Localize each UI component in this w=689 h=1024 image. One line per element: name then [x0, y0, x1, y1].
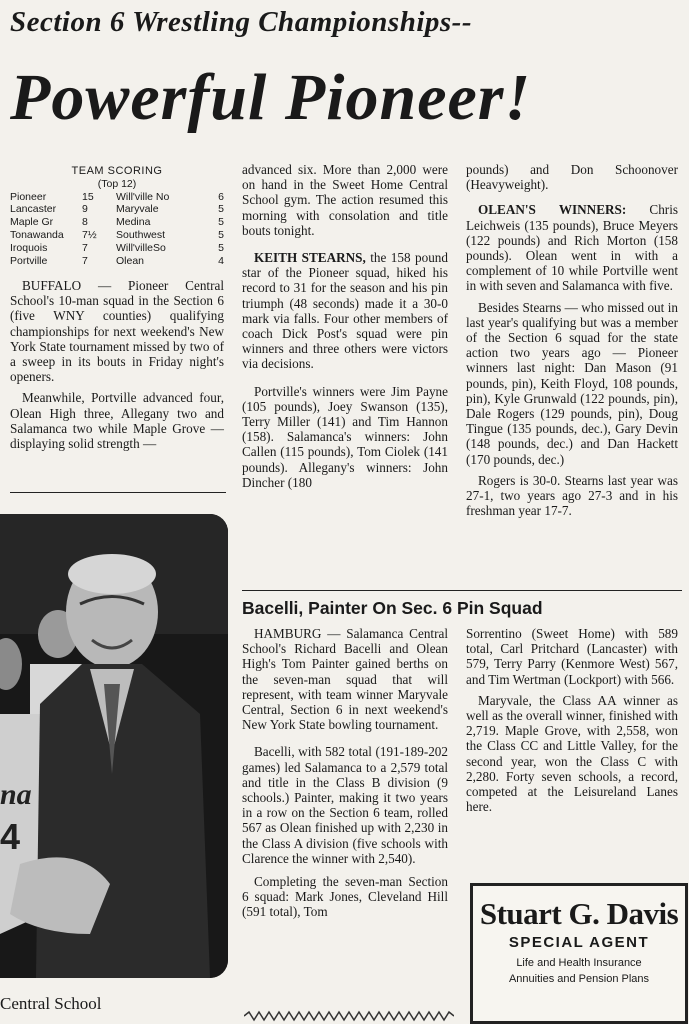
team-score: 5	[218, 228, 224, 241]
team-scoring-row	[10, 191, 224, 204]
team-scoring-subtitle: (Top 12)	[97, 177, 137, 190]
team-scoring-row	[10, 229, 224, 242]
team-name: Will'villeSo	[116, 241, 166, 254]
team-name: Maryvale	[116, 203, 159, 216]
team-score: 8	[82, 216, 88, 229]
photo-caption: Central School	[0, 994, 102, 1013]
team-score: 7	[82, 254, 88, 267]
article-paragraph: advanced six. More than 2,000 were on hand in the Sweet Home Central School gym. The action resumed this morning with consolation and title bouts tonight.	[242, 162, 448, 238]
article-paragraph: HAMBURG — Salamanca Central School's Richard Bacelli and Olean High's Tom Painter gained berths on the seven-man squad that will represent, with team winner Maryvale Central, Section 6 in next weekend's New York State bowling tournament.	[242, 626, 448, 733]
article-paragraph: Rogers is 30-0. Stearns last year was 27-1, two years ago 27-3 and in his freshman year 17-7.	[466, 472, 678, 519]
wrestling-column-2	[242, 162, 448, 496]
team-name: Portville	[10, 254, 48, 267]
team-score: 5	[218, 241, 224, 254]
ad-agent-name: Stuart G. Davis	[479, 896, 679, 931]
team-score: 4	[218, 254, 224, 267]
team-score: 7	[82, 241, 88, 254]
article-paragraph: Completing the seven-man Section 6 squad: Mark Jones, Cleveland Hill (591 total), Tom	[242, 874, 448, 920]
column-rule	[10, 492, 226, 493]
article-paragraph	[242, 250, 448, 372]
team-name: Tonawanda	[10, 228, 64, 241]
team-name: Medina	[116, 216, 151, 229]
wrestling-column-1	[10, 278, 224, 457]
team-scoring-box	[10, 165, 224, 267]
team-scoring-row	[10, 242, 224, 255]
article-paragraph: Portville's winners were Jim Payne (105 pounds), Joey Swanson (135), Terry Miller (141) and Tim Hannon (158). Salamanca's winners: John Callen (115 pounds), Tom Ciolek (141 pounds). Allegany's winners: John Dincher (180	[242, 383, 448, 490]
team-name: Will'ville No	[116, 190, 170, 203]
team-score: 9	[82, 203, 88, 216]
wrestling-column-3	[466, 162, 678, 524]
bowling-subhead: Bacelli, Painter On Sec. 6 Pin Squad	[242, 598, 543, 618]
team-scoring-row	[10, 216, 224, 229]
insurance-advertisement	[470, 883, 688, 1024]
paragraph-lead: OLEAN'S WINNERS:	[478, 202, 627, 218]
jersey-lettering: na	[0, 778, 32, 811]
decorative-border	[244, 1010, 454, 1022]
article-paragraph: Meanwhile, Portville advanced four, Olean High three, Allegany two and Salamanca two while Maple Grove — displaying solid strength —	[10, 390, 224, 452]
article-paragraph: Maryvale, the Class AA winner as well as the overall winner, finished with 2,719. Maple Grove, with 2,558, won the Class CC and Little Valley, for the second year, won the Class C with 2,280. Forty seven schools, a record, competed at the Leisureland Lanes here.	[466, 692, 678, 815]
article-paragraph	[466, 202, 678, 293]
bowling-column-3	[466, 626, 678, 820]
team-name: Maple Gr	[10, 216, 54, 229]
wrestlers-photo	[0, 514, 228, 978]
kicker-headline: Section 6 Wrestling Championships--	[10, 6, 473, 38]
paragraph-lead: KEITH STEARNS,	[254, 250, 366, 266]
article-paragraph: pounds) and Don Schoonover (Heavyweight).	[466, 162, 678, 193]
article-paragraph: BUFFALO — Pioneer Central School's 10-man squad in the Section 6 (five WNY counties) qualifying championships for next weekend's New York State tournament missed by two of a sweep in its bouts in Friday night's openers.	[10, 278, 224, 385]
svg-text:4: 4	[0, 816, 21, 857]
main-headline: Powerful Pioneer!	[10, 61, 532, 134]
team-scoring-title: TEAM SCORING	[71, 165, 163, 177]
team-scoring-table	[10, 191, 224, 268]
team-scoring-row	[10, 255, 224, 268]
team-score: 5	[218, 216, 224, 229]
ad-agent-title: SPECIAL AGENT	[508, 934, 650, 951]
team-name: Lancaster	[10, 203, 57, 216]
section-rule	[242, 590, 682, 591]
team-name: Iroquois	[10, 241, 48, 254]
team-scoring-row	[10, 203, 224, 216]
paragraph-text: Chris Leichweis (135 pounds), Bruce Meyers (122 pounds) and Rich Morton (158 pounds). Olean went in with a complement of 10 while Portville went in with seven and Salamanca with five.	[466, 202, 678, 294]
team-score: 7½	[82, 228, 97, 241]
paragraph-text: the 158 pound star of the Pioneer squad, hiked his record to 31 for the season and his pin triumph (48 seconds) made it a 30-0 mark via falls. Four other members of coach Dick Post's squad were pin winners and three others were victors via decisions.	[242, 250, 448, 372]
team-name: Southwest	[116, 228, 166, 241]
team-name: Pioneer	[10, 190, 47, 203]
ad-service-line: Annuities and Pension Plans	[508, 973, 650, 985]
team-score: 5	[218, 203, 224, 216]
team-score: 6	[218, 190, 224, 203]
photo-illustration	[0, 514, 228, 978]
article-paragraph: Bacelli, with 582 total (191-189-202 games) led Salamanca to a 2,579 total and title in the Class B division (9 schools.) Painter, making it two years in a row on the Section 6 team, rolled 567 as Olean finished up with 2,230 in the Class A division (five schools with Clarence the winner with 2,540).	[242, 744, 448, 866]
ad-service-line: Life and Health Insurance	[516, 957, 642, 969]
article-paragraph: Besides Stearns — who missed out in last year's qualifying but was a member of the Section 6 squad for the state action two years ago — Pioneer winners last night: Dan Mason (91 pounds, pin), Keith Floyd, 108 pounds, pin), Kyle Grunwald (122 pounds, pin), Dale Rogers (129 pounds, pin), Doug Tingue (135 pounds, dec.), Gary Devin (148 pounds, dec.) and Dan Hackett (170 pounds, dec.)	[466, 299, 678, 467]
team-name: Olean	[116, 254, 145, 267]
team-score: 15	[82, 190, 94, 203]
bowling-column-2	[242, 626, 448, 926]
article-paragraph: Sorrentino (Sweet Home) with 589 total, Carl Pritchard (Lancaster) with 579, Terry Parry (Kenmore West) 567, and Tim Wertman (Lockport) with 566.	[466, 626, 678, 687]
